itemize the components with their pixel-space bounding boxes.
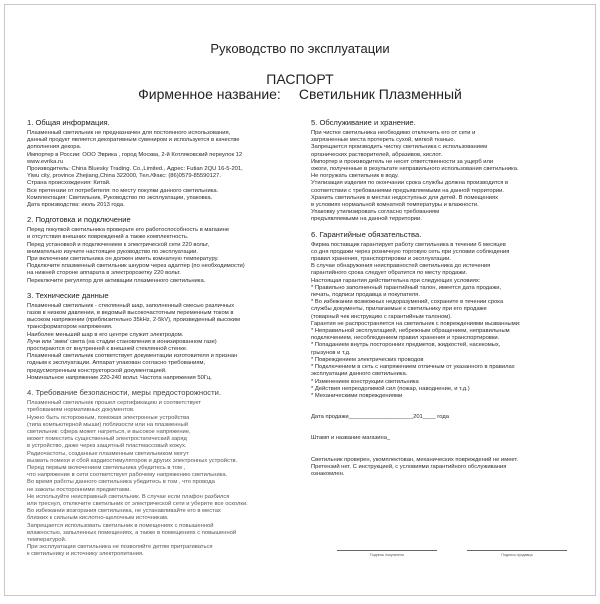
section-safety [27, 388, 295, 558]
right-column [311, 118, 583, 484]
brand-label: Фирменное название: [138, 86, 281, 102]
sale-date-text: Дата продажи____________________201____ года [311, 414, 449, 421]
acceptance-text: Светильник проверен, укомплектован, механических повреждений не имеет. Претензий нет. С инструкцией, с условиями гарантийного обслуживания ознакомлен. [311, 456, 519, 477]
stamp-text: Штамп и название магазина_ [311, 435, 391, 442]
section-body: Плазменный светильник прошел сертификацию и соответствует требованиям нормативных документов. Нужно быть осторожным, поможая электронные устройства (типа компьютерной мыши) поблизости или на плазменный светильник: сфера может нагреться, и высокое напряжение, может поместить существенный электростатический заряд в устройство, даже через защитный пластмассовый кожух. Радиочастоты, созданные плазменным светильником могут вызвать помехи и сбой кардиостимуляторов и других электронных устройств. Перед первым включением светильника убедитесь в том , что напряжение в сети соответствует рабочему напряжению светильника. Во время работы данного светильника убедитесь в том , что провода не зажаты посторонними предметами. Не используйте неисправный светильник. В случае если плафон разбился или треснул, отключите светильник от электрической сети и уберите все осколки. Во избежании возгорания светильника, не устанавливайте его в местах близких к сильным кислотно-щелочным источникам. Запрещается использовать светильник в помещениях с повышенной влажностью, запыленных помещениях, а также в помещениях с повышенной температурой. При эксплуатации светильника не позволяйте детям притрагиваться к светильнику и источнику электропитания. [27, 400, 248, 558]
section-technical-data [27, 291, 295, 382]
section-body: Фирма поставщик гарантирует работу светильника в течении 6 месяцев со дня продажи через розничную торговую сеть при условии соблюдения правил хранения, транспортировки и эксплуатации. В случае обнаружения неисправностей светильника до истечения гарантийного срока следует обратится по месту продажи. Настоящая гарантия действительна при следующих условиях: * Правильно заполненный гарантийный талон, имеется дата продажи, печать, подписи продавца и покупателя. * Во избежании возможных недоразумений, сохраните в течении срока службы документы, прилагаемые к светильнику при его продаже (товарный чек инструкцию с гарантийным талоном). Гарантия не распространяется на светильник с повреждениями вызванными: * Неправильной эксплуатацией, небрежным обращением, неправильным подключением, несоблюдением правил хранения и транспортировки. * Попаданием внутрь посторонних предметов, жидкостей, насекомых, грызунов и т.д. * Повреждением электрических проводов * Подключением в сеть с напряжением отличным от указанного в правилах эксплуатации данного светильника. * Изменением конструкции светильника * Действия непреодолимой сил (пожар, наводнение, и т.д.) * Механическими повреждениями [311, 241, 521, 399]
document-title: Руководство по эксплуатации [210, 41, 390, 56]
section-body: Перед покупкой светильника проверьте его работоспособность в магазине и отсутствия внешних повреждений а также комплектность. Перед установкой и подключением к электрической сети 220 вольт, внимательно изучите настоящее руководство по эксплуатации. При включении светильника он должен иметь комнатную температуру. Подключите плазменный светильник шнуром через адаптер (по необходимости) на нижней стороне аппарата в электророзетку 220 вольт. Переключите регулятор для активации плазменного светильника. [27, 227, 245, 284]
section-maintenance [311, 118, 583, 224]
section-heading: 3. Технические данные [27, 290, 109, 300]
seller-signature-line: Подпись продавца [467, 550, 567, 557]
section-general-info [27, 118, 295, 209]
section-preparation [27, 215, 295, 285]
buyer-signature-line: Подпись покупателя [337, 550, 437, 557]
section-body: Плазменный светильник - стеклянный шар, заполненный смесью различных газов в низком давлении, в ведомый высокочастотным переменным током в высоком напряжении (приблизительно 35kHz, 2-5kV), произведенный высоким трансформатором напряжения. Наиболее меньший шар в его центре служит электродом. Лучи или 'змеи' света (на стадии становления в ионизированном газе) простираются от внутренней к внешней стеклянной стенке. Плазменный светильник соответствует документации изготовителя и признан годным к эксплуатации. Аппарат упакован согласно требованиям, предусмотренным конструкторской документацией. Номинальное напряжение 220-240 вольт. Частота напряжения 50Гц. [27, 302, 241, 381]
passport-document [4, 4, 596, 596]
section-body: Плазменный светильник не предназначен для постоянного использования, данный продукт является декоративным сувениром и используется в качестве дополнения декора. Импортер в России: ООО Эврика , город Москва, 2-й Котляковский переулок 12 www.evrika.ru Производитель: China Bluesky Trading. Co.,Limited., Адрес: Futian 2QU 16-5-201, Yiwu city, province Zhejiang,China 322000, Тел./Факс: (86)0579-85590127. Страна происхождения: Китай. Все претензии от потребителя: по месту покупки данного светильника. Комплектация: Светильник, Руководство по эксплуатации, упаковка. Дата производства: июль 2013 года. [27, 130, 243, 209]
left-column [27, 118, 295, 565]
brand-name: Светильник Плазменный [298, 86, 462, 102]
brand-line [5, 86, 595, 102]
stamp-line [311, 435, 583, 442]
sale-date-line [311, 414, 583, 421]
passport-heading: ПАСПОРТ [266, 71, 334, 87]
section-heading: 5. Обслуживание и хранение. [311, 118, 416, 127]
section-heading: 4. Требование безопасности, меры предосторожности. [27, 388, 221, 398]
section-heading: 2. Подготовка и подключение [27, 215, 131, 225]
section-heading: 1. Общая информация. [27, 118, 110, 127]
section-heading: 6. Гарантийные обязательства. [311, 229, 422, 239]
section-warranty [311, 230, 583, 400]
acceptance-note [311, 457, 583, 479]
section-body: При чистке светильника необходимо отключить его от сети и загрязненные места протереть сухой, мягкой тканью. Запрещается производить чистку светильника с использованием органических растворителей, абразивов, кислот. Импортер и производитель не несет ответственности за ущерб или ожоги, полученные в результате неправильного использования светильника. Не погружать светильник в воду. Утилизация изделия по окончании срока службы должна производится в соответствии с требованиями предъявляемыми на данной территории. Хранить светильник в местах недоступных для детей. В помещениях в условиях нормальной комнатной температуры и влажности. Упаковку утилизировать согласно требованиям предъявляемыми на данной территории. [311, 130, 519, 223]
